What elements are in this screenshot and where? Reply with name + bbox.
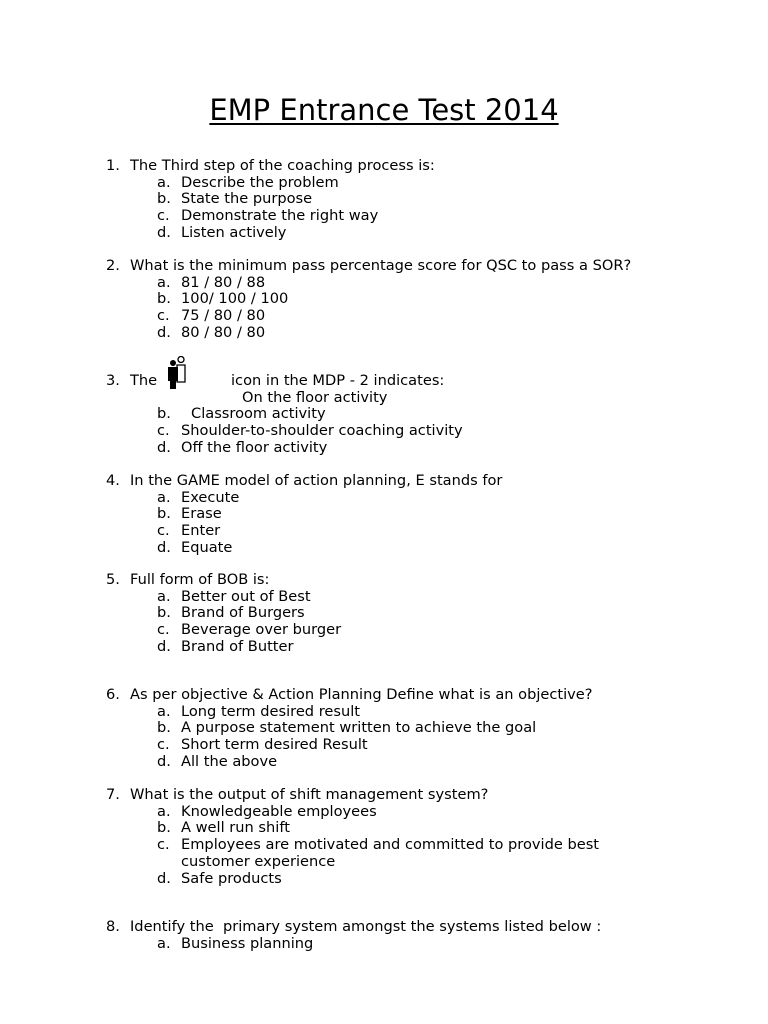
option-text: Short term desired Result bbox=[181, 736, 368, 754]
option-text: 81 / 80 / 88 bbox=[181, 273, 266, 291]
option-text: Long term desired result bbox=[181, 702, 361, 720]
option-item bbox=[157, 423, 726, 440]
option-text: Erase bbox=[181, 505, 222, 523]
option-item bbox=[157, 720, 726, 737]
option-item bbox=[157, 208, 726, 225]
question-2 bbox=[106, 258, 726, 342]
option-item bbox=[157, 490, 726, 507]
question-number: 2. bbox=[106, 257, 120, 274]
option-text: Business planning bbox=[181, 934, 314, 952]
question-text: Full form of BOB is: bbox=[130, 571, 270, 588]
option-text: 100/ 100 / 100 bbox=[181, 290, 289, 308]
option-item bbox=[157, 440, 726, 457]
option-text: Off the floor activity bbox=[181, 438, 328, 456]
question-8 bbox=[106, 919, 726, 952]
option-item bbox=[157, 936, 726, 953]
option-item bbox=[157, 589, 726, 606]
option-letter: b. bbox=[157, 604, 171, 622]
option-item bbox=[157, 820, 726, 837]
option-item bbox=[157, 191, 726, 208]
question-text: Identify the primary system amongst the systems listed below : bbox=[130, 918, 602, 935]
option-item bbox=[157, 837, 726, 870]
option-letter: a. bbox=[157, 488, 171, 506]
question-3 bbox=[106, 373, 726, 456]
question-4 bbox=[106, 473, 726, 557]
option-text: Demonstrate the right way bbox=[181, 207, 379, 225]
option-text: State the purpose bbox=[181, 190, 313, 208]
option-item bbox=[157, 325, 726, 342]
question-5 bbox=[106, 572, 726, 656]
question-text: What is the output of shift management system? bbox=[130, 786, 489, 803]
option-text: Describe the problem bbox=[181, 173, 339, 191]
option-text: Beverage over burger bbox=[181, 621, 342, 639]
option-item bbox=[157, 175, 726, 192]
option-item bbox=[157, 308, 726, 325]
question-number: 5. bbox=[106, 571, 120, 588]
option-letter: b. bbox=[157, 290, 171, 308]
option-item bbox=[157, 871, 726, 888]
option-text: Classroom activity bbox=[191, 405, 326, 423]
option-text: 80 / 80 / 80 bbox=[181, 323, 266, 341]
option-text: Shoulder-to-shoulder coaching activity bbox=[181, 422, 463, 440]
question-text: As per objective & Action Planning Define what is an objective? bbox=[130, 686, 593, 703]
option-letter: a. bbox=[157, 173, 171, 191]
option-text: A well run shift bbox=[181, 819, 290, 837]
question-text: The Third step of the coaching process is: bbox=[130, 157, 435, 174]
question-number: 6. bbox=[106, 686, 120, 703]
question-6 bbox=[106, 687, 726, 771]
option-item bbox=[157, 737, 726, 754]
option-letter: d. bbox=[157, 538, 171, 556]
option-letter: c. bbox=[157, 307, 170, 325]
question-text: In the GAME model of action planning, E stands for bbox=[130, 472, 503, 489]
option-letter: c. bbox=[157, 207, 170, 225]
question-7 bbox=[106, 787, 726, 887]
option-letter: b. bbox=[157, 505, 171, 523]
question-number: 8. bbox=[106, 918, 120, 935]
option-text: On the floor activity bbox=[242, 388, 388, 406]
option-letter: d. bbox=[157, 869, 171, 887]
question-number: 1. bbox=[106, 157, 120, 174]
option-text: Equate bbox=[181, 538, 233, 556]
option-letter: c. bbox=[157, 621, 170, 639]
option-item bbox=[157, 523, 726, 540]
option-text: Brand of Butter bbox=[181, 637, 294, 655]
option-text: Better out of Best bbox=[181, 587, 311, 605]
option-letter: d. bbox=[157, 323, 171, 341]
option-letter: d. bbox=[157, 223, 171, 241]
option-text: All the above bbox=[181, 752, 278, 770]
option-item bbox=[157, 804, 726, 821]
option-item bbox=[157, 406, 726, 423]
question-1 bbox=[106, 158, 726, 242]
option-letter: a. bbox=[157, 587, 171, 605]
option-item bbox=[157, 540, 726, 557]
option-text: Employees are motivated and committed to provide best customer experience bbox=[181, 836, 600, 870]
question-text: What is the minimum pass percentage score for QSC to pass a SOR? bbox=[130, 257, 632, 274]
option-letter: b. bbox=[157, 190, 171, 208]
option-letter: c. bbox=[157, 836, 170, 854]
option-text: 75 / 80 / 80 bbox=[181, 307, 266, 325]
document-title-text: EMP Entrance Test 2014 bbox=[209, 93, 559, 127]
option-item bbox=[157, 754, 726, 771]
option-item bbox=[157, 225, 726, 242]
option-item bbox=[157, 639, 726, 656]
option-letter: c. bbox=[157, 522, 170, 540]
question-number: 7. bbox=[106, 786, 120, 803]
option-letter: b. bbox=[157, 819, 171, 837]
option-letter: b. bbox=[157, 405, 171, 423]
option-text: A purpose statement written to achieve the goal bbox=[181, 719, 537, 737]
option-item bbox=[157, 605, 726, 622]
option-text: Listen actively bbox=[181, 223, 287, 241]
option-letter: d. bbox=[157, 438, 171, 456]
option-item bbox=[157, 622, 726, 639]
option-text: Brand of Burgers bbox=[181, 604, 305, 622]
option-item bbox=[157, 275, 726, 292]
option-item bbox=[157, 506, 726, 523]
option-letter: c. bbox=[157, 422, 170, 440]
option-text: Execute bbox=[181, 488, 240, 506]
person-board-icon bbox=[164, 356, 190, 390]
option-letter: a. bbox=[157, 702, 171, 720]
document-title bbox=[0, 90, 768, 130]
option-text: Knowledgeable employees bbox=[181, 802, 377, 820]
option-item bbox=[157, 390, 726, 407]
option-letter: b. bbox=[157, 719, 171, 737]
option-letter: a. bbox=[157, 802, 171, 820]
option-letter: d. bbox=[157, 752, 171, 770]
question-number: 3. bbox=[106, 372, 120, 389]
option-letter: a. bbox=[157, 273, 171, 291]
question-text-after: icon in the MDP - 2 indicates: bbox=[231, 372, 445, 389]
option-item bbox=[157, 704, 726, 721]
option-text: Enter bbox=[181, 522, 221, 540]
option-letter: a. bbox=[157, 934, 171, 952]
option-text: Safe products bbox=[181, 869, 282, 887]
option-letter: d. bbox=[157, 637, 171, 655]
question-number: 4. bbox=[106, 472, 120, 489]
option-letter: c. bbox=[157, 736, 170, 754]
option-item bbox=[157, 291, 726, 308]
question-text-before: The bbox=[130, 372, 158, 389]
